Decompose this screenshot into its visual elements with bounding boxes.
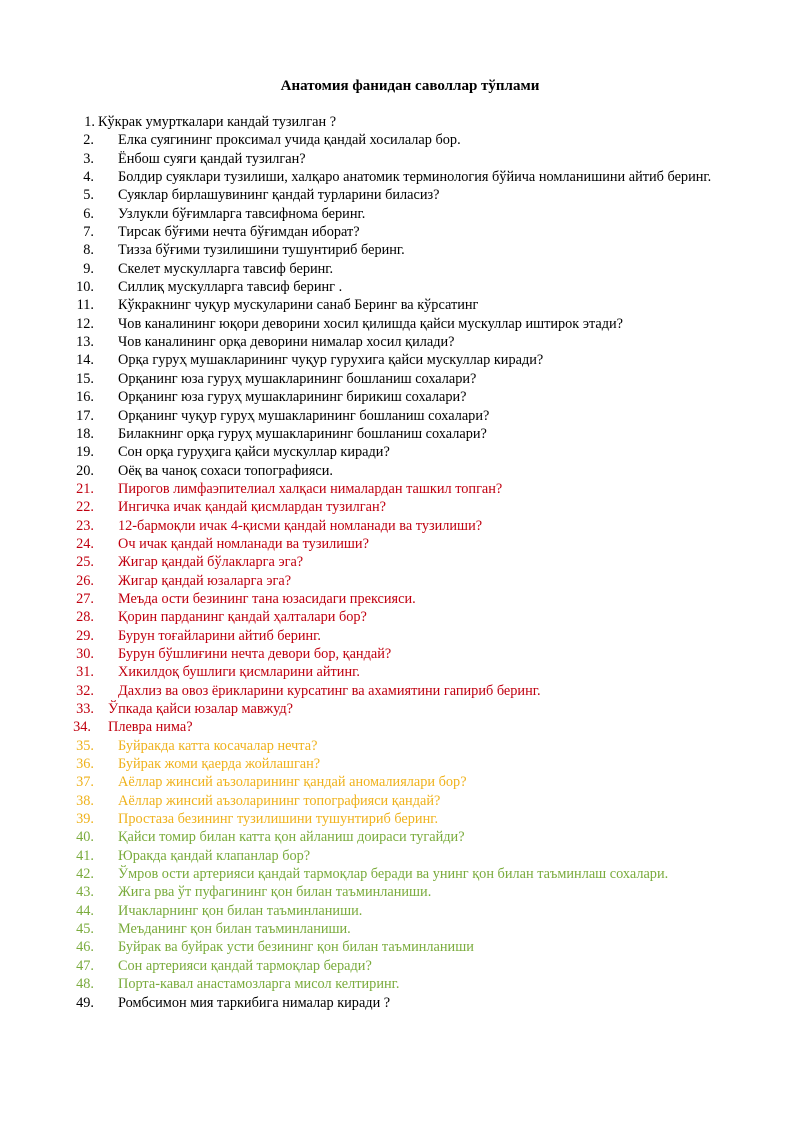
question-number: 15. [76,370,94,387]
question-text: Ўмров ости артерияси қандай тармоқлар беради ва унинг қон билан таъминлаш сохалари. [118,866,669,883]
question-text: Скелет мускулларга тавсиф беринг. [118,260,334,277]
question-number: 27. [76,590,94,607]
question-item [0,278,800,296]
question-number: 47. [76,957,94,974]
question-text: 12-бармоқли ичак 4-қисми қандай номланади ва тузилиши? [118,517,483,534]
question-number: 1. [84,114,95,130]
question-number: 35. [76,737,94,754]
question-item [0,223,800,241]
question-item [0,131,800,149]
question-number: 11. [76,297,94,314]
question-item [0,810,800,828]
question-text: Чов каналининг юқори деворини хосил қилишда қайси мускуллар иштирок этади? [118,315,623,332]
question-text: Қайси томир билан катта қон айланиш доираси тугайди? [118,829,465,846]
question-item [0,883,800,901]
question-text: Орқанинг юза гуруҳ мушакларининг бирикиш сохалари? [118,389,467,406]
question-number: 16. [76,389,94,406]
question-item [0,957,800,975]
question-list [0,113,800,1012]
question-text: Сон артерияси қандай тармоқлар беради? [118,957,372,974]
question-item [0,902,800,920]
question-text: Оёқ ва чаноқ сохаси топографияси. [118,462,333,479]
question-text: Кўкракнинг чуқур мускуларини санаб Беринг ва кўрсатинг [118,297,479,314]
question-number: 26. [76,572,94,589]
question-text: Меъданинг қон билан таъминланиши. [118,921,351,938]
question-number: 46. [76,939,94,956]
question-text: Кўкрак умурткалари кандай тузилган ? [98,114,337,130]
question-text: Ёнбош суяги қандай тузилган? [118,150,306,167]
question-text: Хикилдоқ бушлиги қисмларини айтинг. [118,664,360,681]
question-item [0,333,800,351]
question-number: 36. [76,756,94,773]
question-text: Оч ичак қандай номланади ва тузилиши? [118,535,369,552]
question-number: 38. [76,792,94,809]
question-number: 19. [76,444,94,461]
question-text: Аёллар жинсий аъзоларининг қандай аномалиялари бор? [118,774,467,791]
question-number: 39. [76,811,94,828]
question-number: 32. [76,682,94,699]
question-item [0,241,800,259]
question-item [0,425,800,443]
question-text: Ромбсимон мия таркибига нималар киради ? [118,994,391,1011]
question-number: 42. [76,866,94,883]
question-item [0,718,800,736]
question-item [0,168,800,186]
question-number: 25. [76,554,94,571]
page-title: Анатомия фанидан саволлар тўплами [280,78,540,94]
question-number: 4. [83,169,94,186]
question-text: Узлукли бўғимларга тавсифнома беринг. [118,205,366,222]
question-number: 48. [76,976,94,993]
question-number: 3. [83,150,94,167]
question-number: 23. [76,517,94,534]
question-text: Аёллар жинсий аъзоларининг топографияси қандай? [118,792,441,809]
question-text: Орқанинг чуқур гуруҳ мушакларининг бошланиш сохалари? [118,407,490,424]
question-number: 8. [83,242,94,259]
question-text: Порта-кавал анастамозларга мисол келтиринг. [118,976,400,993]
question-item [0,498,800,516]
question-item [0,737,800,755]
question-item [0,535,800,553]
question-number: 43. [76,884,94,901]
question-text: Жигар қандай бўлакларга эга? [118,554,304,571]
question-text: Орқанинг юза гуруҳ мушакларининг бошланиш сохалари? [118,370,477,387]
question-number: 31. [76,664,94,681]
question-item [0,351,800,369]
question-text: Билакнинг орқа гуруҳ мушакларининг бошланиш сохалари? [118,425,487,442]
question-number: 37. [76,774,94,791]
question-number: 29. [76,627,94,644]
question-number: 9. [83,260,94,277]
question-text: Жигар қандай юзаларга эга? [118,572,292,589]
question-text: Ўпкада қайси юзалар мавжуд? [108,701,293,717]
question-text: Бурун тоғайларини айтиб беринг. [118,627,322,644]
question-item [0,186,800,204]
question-number: 24. [76,535,94,552]
question-number: 40. [76,829,94,846]
question-item [0,994,800,1012]
question-item [0,865,800,883]
question-number: 17. [76,407,94,424]
question-number: 6. [83,205,94,222]
question-item [0,938,800,956]
question-text: Ингичка ичак қандай қисмлардан тузилган? [118,499,386,516]
question-item [0,608,800,626]
question-item [0,975,800,993]
question-text: Простаза безининг тузилишини тушунтириб беринг. [118,811,439,828]
question-text: Ичакларнинг қон билан таъминланиши. [118,902,363,919]
question-item [0,920,800,938]
question-item [0,443,800,461]
question-text: Плевра нима? [108,719,193,736]
question-number: 13. [76,334,94,351]
question-item [0,205,800,223]
question-text: Меъда ости безининг тана юзасидаги прексияси. [118,590,416,607]
question-item [0,260,800,278]
question-number: 22. [76,499,94,516]
question-text: Силлиқ мускулларга тавсиф беринг . [118,279,343,296]
question-text: Буйрак ва буйрак усти безининг қон билан таъминланиши [118,939,474,956]
question-number: 7. [83,224,94,241]
question-number: 2. [83,132,94,149]
question-item [0,315,800,333]
question-item [0,663,800,681]
question-text: Пирогов лимфаэпителиал халқаси нималардан ташкил топган? [118,480,503,497]
question-item [0,627,800,645]
question-item [0,572,800,590]
question-number: 41. [76,847,94,864]
question-text: Юракда қандай клапанлар бор? [118,847,311,864]
question-number: 49. [76,994,94,1011]
question-number: 33. [76,701,94,717]
question-item [0,517,800,535]
question-text: Чов каналининг орқа деворини нималар хосил қилади? [118,334,455,351]
question-item [0,645,800,663]
question-text: Бурун бўшлиғини нечта девори бор, қандай? [118,645,392,662]
question-text: Дахлиз ва овоз ёрикларини курсатинг ва ахамиятини гапириб беринг. [118,682,541,699]
question-item [0,388,800,406]
question-number: 34. [73,719,91,736]
question-text: Орқа гуруҳ мушакларининг чуқур гурухига қайси мускуллар киради? [118,352,544,369]
question-text: Буйракда катта косачалар нечта? [118,737,318,754]
question-number: 18. [76,425,94,442]
question-item [0,682,800,700]
question-item [0,773,800,791]
question-item [0,150,800,168]
question-item [0,755,800,773]
question-item [0,792,800,810]
question-text: Тирсак бўғими нечта бўғимдан иборат? [118,224,360,241]
question-number: 30. [76,645,94,662]
question-item [0,590,800,608]
question-text: Қорин парданинг қандай ҳалталари бор? [118,609,367,626]
question-item [0,700,800,718]
question-text: Елка суягининг проксимал учида қандай хосилалар бор. [118,132,461,149]
question-text: Болдир суяклари тузилиши, халқаро анатомик терминология бўйича номланишини айтиб беринг. [118,169,712,186]
question-item [0,370,800,388]
question-number: 14. [76,352,94,369]
question-item [0,296,800,314]
question-number: 45. [76,921,94,938]
question-text: Сон орқа гуруҳига қайси мускуллар киради? [118,444,390,461]
question-number: 10. [76,279,94,296]
question-number: 44. [76,902,94,919]
question-item [0,113,800,131]
question-item [0,847,800,865]
question-text: Жига рва ўт пуфагининг қон билан таъминланиши. [118,884,432,901]
question-number: 20. [76,462,94,479]
question-item [0,407,800,425]
question-text: Буйрак жоми қаерда жойлашган? [118,756,321,773]
question-item [0,462,800,480]
question-number: 28. [76,609,94,626]
question-item [0,828,800,846]
question-text: Тизза бўғими тузилишини тушунтириб беринг. [118,242,405,259]
question-item [0,480,800,498]
question-text: Суяклар бирлашувининг қандай турларини биласиз? [118,187,440,204]
question-number: 21. [76,480,94,497]
question-number: 12. [76,315,94,332]
question-item [0,553,800,571]
question-number: 5. [83,187,94,204]
